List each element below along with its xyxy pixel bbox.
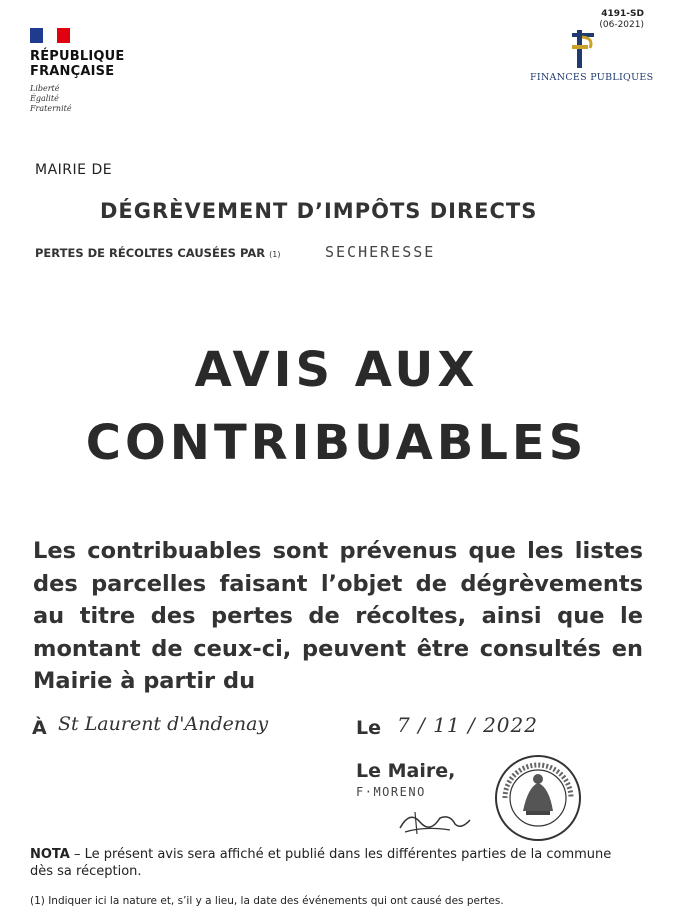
motto-egalite: Égalité — [30, 94, 59, 103]
le-maire-label: Le Maire, — [356, 760, 456, 782]
maire-name-handwritten: F·MORENO — [356, 785, 426, 799]
date-handwritten: 7 / 11 / 2022 — [397, 713, 538, 737]
form-number: 4191-SD — [601, 9, 644, 19]
french-flag-logo — [30, 28, 70, 43]
form-version-date: (06-2021) — [599, 20, 644, 30]
republic-motto — [30, 84, 72, 114]
avis-heading-line1: AVIS AUX — [194, 342, 479, 398]
cause-handwritten: SECHERESSE — [325, 243, 436, 261]
signature-icon — [395, 800, 475, 840]
place-handwritten: St Laurent d'Andenay — [58, 713, 269, 735]
republique-francaise-logo-text — [30, 49, 125, 79]
form-code — [599, 9, 644, 31]
document-title: DÉGRÈVEMENT D’IMPÔTS DIRECTS — [100, 199, 538, 223]
avis-heading-line2: CONTRIBUABLES — [85, 415, 588, 471]
motto-liberte: Liberté — [30, 84, 60, 93]
nota-body: – Le présent avis sera affiché et publié dans les différentes parties de la commune dès sa réception. — [30, 847, 612, 879]
mairie-de-label: MAIRIE DE — [35, 162, 113, 178]
nota-label: NOTA — [30, 847, 70, 862]
pertes-label — [35, 246, 280, 260]
a-label: À — [32, 717, 47, 739]
footnote: (1) Indiquer ici la nature et, s’il y a lieu, la date des événements qui ont causé des pertes. — [30, 895, 504, 907]
le-label: Le — [356, 717, 381, 739]
notice-paragraph — [33, 535, 643, 698]
mairie-seal-stamp-icon — [493, 753, 583, 843]
pertes-label-text: PERTES DE RÉCOLTES CAUSÉES PAR — [35, 246, 266, 260]
francaise-text: FRANÇAISE — [30, 64, 115, 79]
republique-text: RÉPUBLIQUE — [30, 49, 125, 64]
motto-fraternite: Fraternité — [30, 104, 72, 113]
notice-paragraph-text: Les contribuables sont prévenus que les listes des parcelles faisant l’objet de dégrèvements au titre des pertes de récoltes, ainsi que le montant de ceux-ci, peuvent être consultés en Mairie à partir du — [33, 538, 643, 694]
pertes-footnote-ref: (1) — [269, 250, 281, 259]
finances-publiques-text: FINANCES PUBLIQUES — [530, 72, 654, 83]
nota-text — [30, 846, 630, 880]
finances-publiques-logo-icon — [568, 28, 598, 70]
